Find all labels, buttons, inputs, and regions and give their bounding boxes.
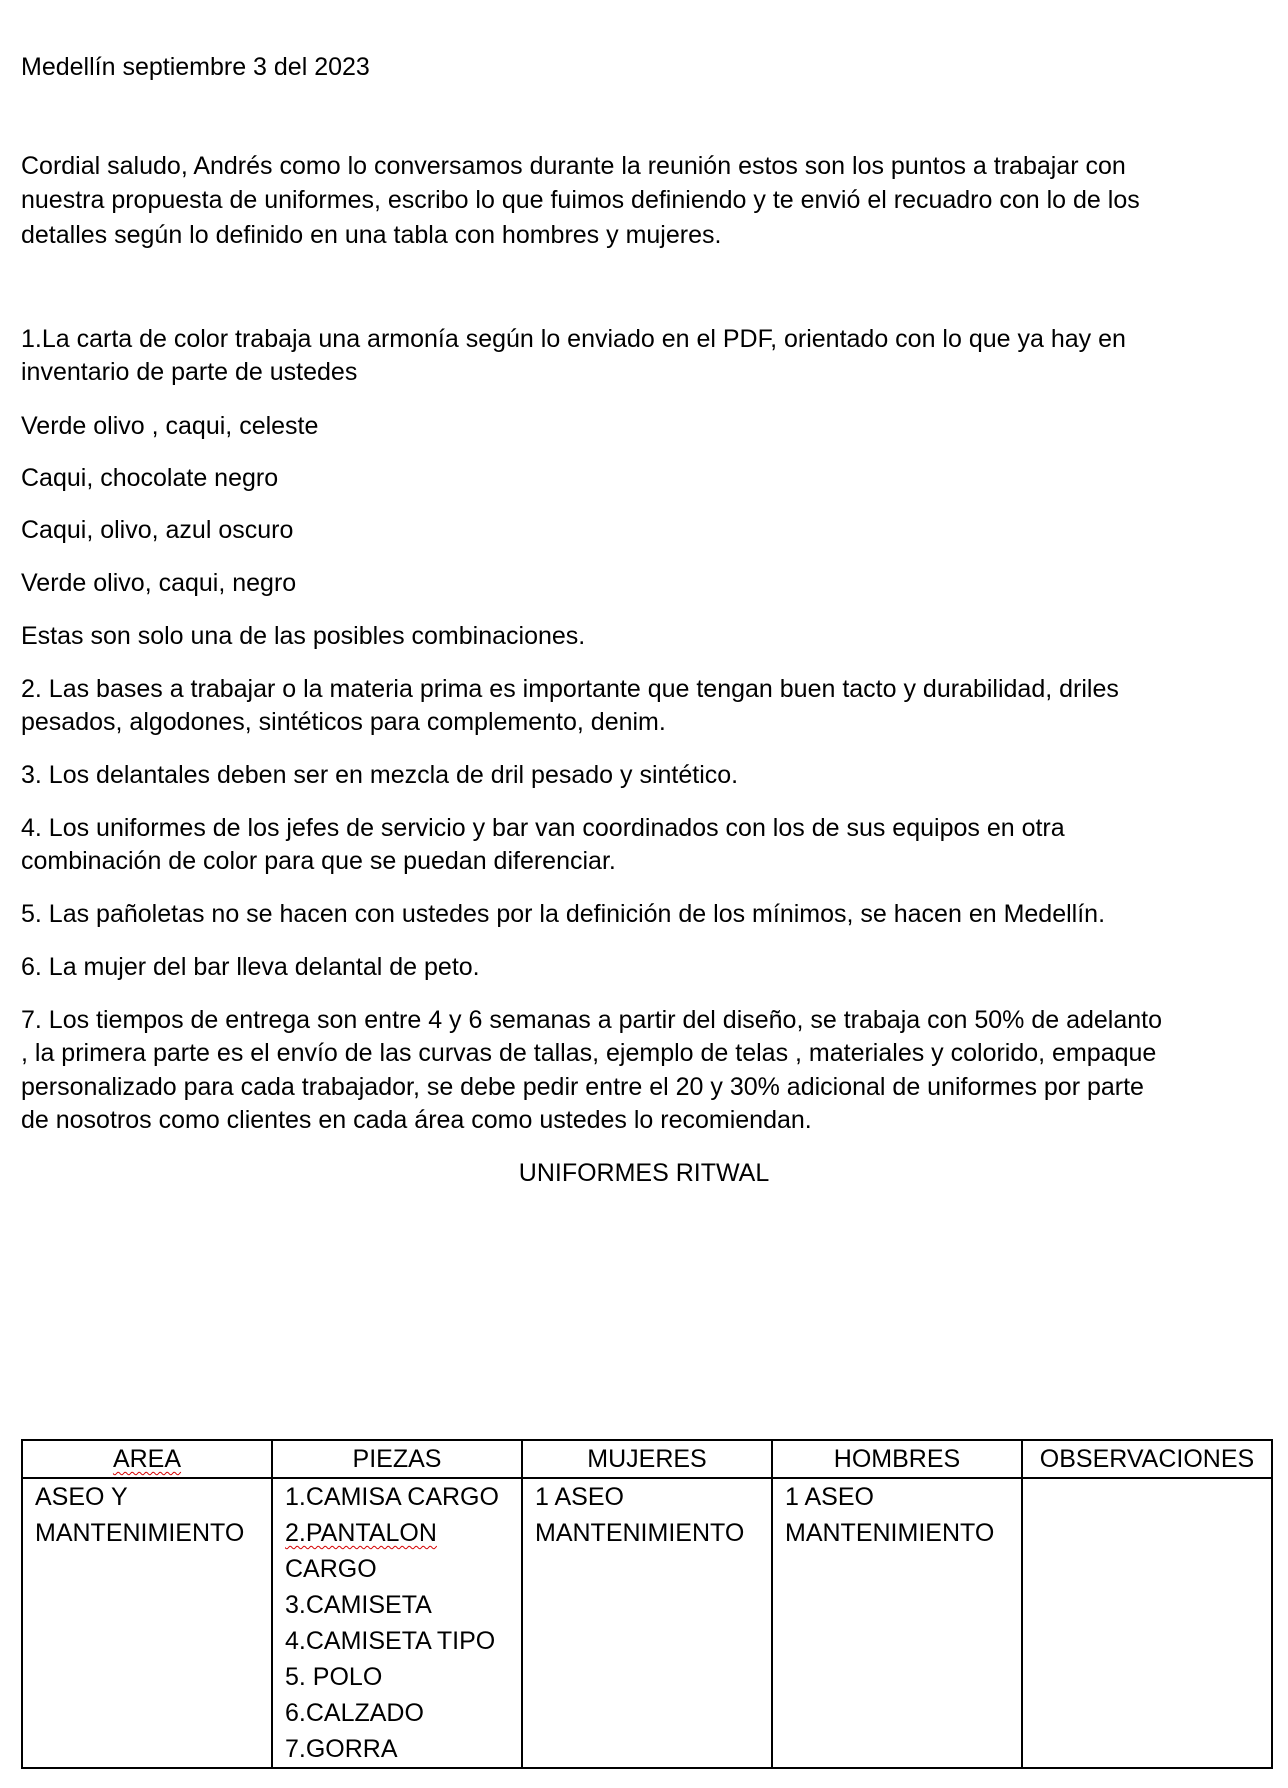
mujeres-line: MANTENIMIENTO	[535, 1519, 745, 1547]
uniforms-table	[21, 1439, 1273, 1769]
point-7-line-2: , la primera parte es el envío de las curvas de tallas, ejemplo de telas , materiales y colorido, empaque	[21, 1039, 1157, 1067]
intro-line-1: Cordial saludo, Andrés como lo conversamos durante la reunión estos son los puntos a trabajar con	[21, 152, 1126, 180]
intro-line-2: nuestra propuesta de uniformes, escribo lo que fuimos definiendo y te envió el recuadro con lo de los	[21, 186, 1140, 214]
cell-mujeres	[522, 1478, 772, 1768]
date-line: Medellín septiembre 3 del 2023	[21, 53, 370, 81]
point-4-line-1: 4. Los uniformes de los jefes de servicio y bar van coordinados con los de sus equipos en otra	[21, 814, 1065, 842]
intro-line-3: detalles según lo definido en una tabla con hombres y mujeres.	[21, 221, 722, 249]
point-3: 3. Los delantales deben ser en mezcla de dril pesado y sintético.	[21, 761, 739, 789]
pieza-item	[285, 1515, 509, 1551]
area-line: ASEO Y	[35, 1483, 128, 1511]
header-hombres: HOMBRES	[772, 1440, 1022, 1478]
table-row	[22, 1478, 1272, 1768]
cell-piezas	[272, 1478, 522, 1768]
pieza-item: CARGO	[285, 1555, 377, 1583]
point-5: 5. Las pañoletas no se hacen con ustedes por la definición de los mínimos, se hacen en Medellín.	[21, 900, 1106, 928]
pieza-item: 5. POLO	[285, 1663, 383, 1691]
point-1-line-2: inventario de parte de ustedes	[21, 358, 358, 386]
point-1-line-1: 1.La carta de color trabaja una armonía según lo enviado en el PDF, orientado con lo que ya hay en	[21, 325, 1126, 353]
header-area	[22, 1440, 272, 1478]
color-combo-4: Verde olivo, caqui, negro	[21, 569, 297, 597]
hombres-line: MANTENIMIENTO	[785, 1519, 995, 1547]
point-7-line-1: 7. Los tiempos de entrega son entre 4 y 6 semanas a partir del diseño, se trabaja con 50% de adelanto	[21, 1006, 1163, 1034]
pieza-item: 3.CAMISETA	[285, 1591, 432, 1619]
header-area-label: AREA	[112, 1445, 182, 1473]
point-4-line-2: combinación de color para que se puedan diferenciar.	[21, 847, 616, 875]
point-2-line-1: 2. Las bases a trabajar o la materia prima es importante que tengan buen tacto y durabilidad, driles	[21, 675, 1119, 703]
pieza-item-text: 2.PANTALON	[285, 1519, 437, 1547]
mujeres-line: 1 ASEO	[535, 1483, 624, 1511]
point-7-line-3: personalizado para cada trabajador, se debe pedir entre el 20 y 30% adicional de uniformes por parte	[21, 1073, 1144, 1101]
table-header-row	[22, 1440, 1272, 1478]
pieza-item: 4.CAMISETA TIPO	[285, 1627, 496, 1655]
color-combo-3: Caqui, olivo, azul oscuro	[21, 516, 294, 544]
combos-note: Estas son solo una de las posibles combinaciones.	[21, 622, 586, 650]
color-combo-1: Verde olivo , caqui, celeste	[21, 412, 319, 440]
area-line: MANTENIMIENTO	[35, 1519, 245, 1547]
cell-observaciones	[1022, 1478, 1272, 1768]
color-combo-2: Caqui, chocolate negro	[21, 464, 279, 492]
pieza-item: 7.GORRA	[285, 1735, 398, 1763]
cell-hombres	[772, 1478, 1022, 1768]
point-2-line-2: pesados, algodones, sintéticos para complemento, denim.	[21, 708, 666, 736]
header-observaciones: OBSERVACIONES	[1022, 1440, 1272, 1478]
header-piezas: PIEZAS	[272, 1440, 522, 1478]
pieza-item: 1.CAMISA CARGO	[285, 1483, 499, 1511]
hombres-line: 1 ASEO	[785, 1483, 874, 1511]
point-6: 6. La mujer del bar lleva delantal de peto.	[21, 953, 480, 981]
table-caption: UNIFORMES RITWAL	[518, 1159, 770, 1187]
cell-area	[22, 1478, 272, 1768]
pieza-item: 6.CALZADO	[285, 1699, 424, 1727]
header-mujeres: MUJERES	[522, 1440, 772, 1478]
point-7-line-4: de nosotros como clientes en cada área como ustedes lo recomiendan.	[21, 1106, 812, 1134]
